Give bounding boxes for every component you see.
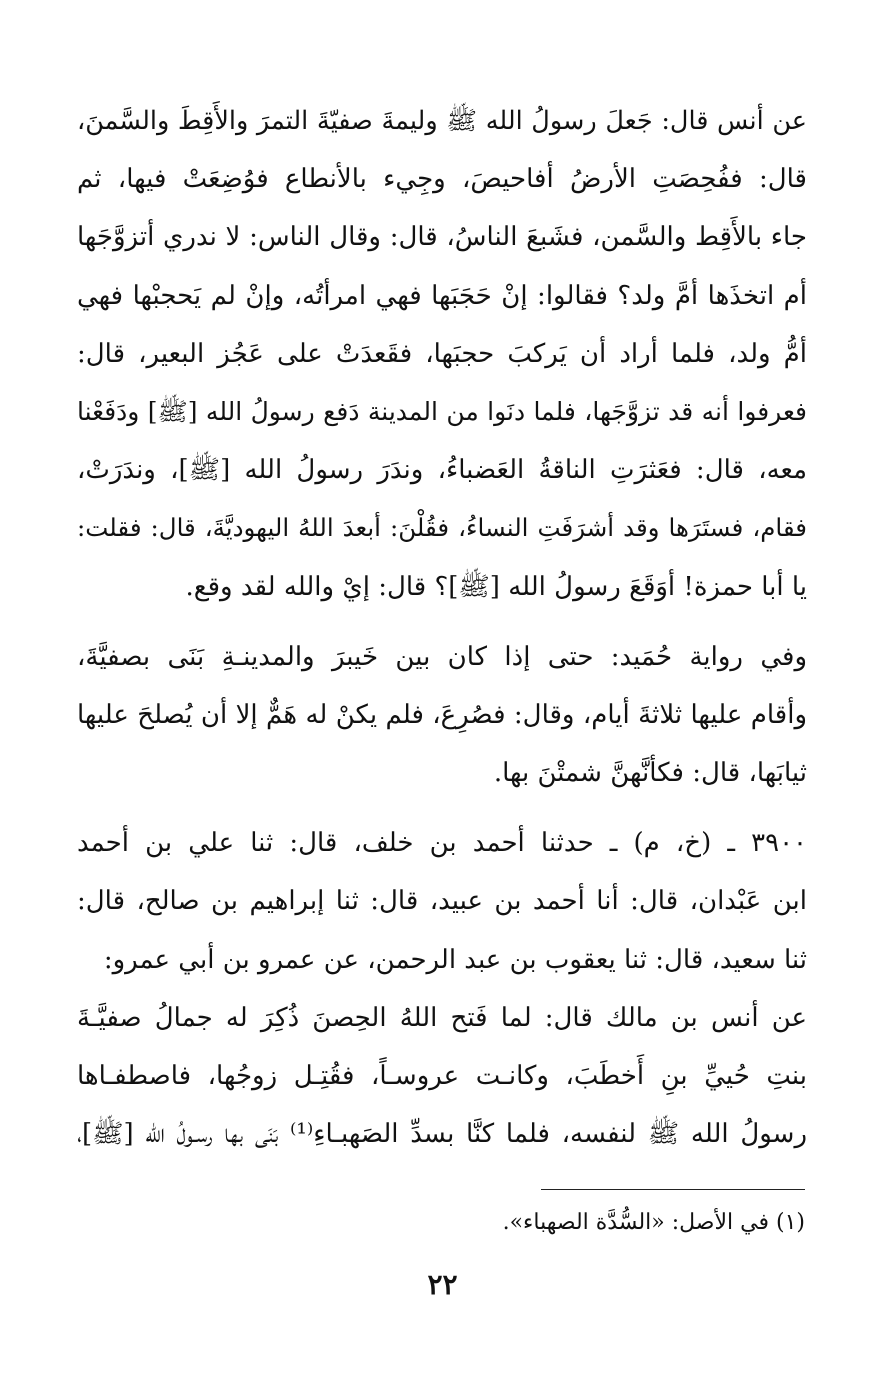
- text-line: ٣٩٠٠ ـ (خ، م) ـ حدثنا أحمد بن خلف، قال: ثنا علي بن أحمد: [77, 828, 807, 859]
- paragraph-gap: [77, 616, 807, 628]
- text-line: ثيابَها، قال: فكأنَّهنَّ شمتْنَ بها.: [493, 758, 807, 789]
- text-line: قال: ففُحِصَتِ الأرضُ أفاحيصَ، وجِيء بالأنطاع فوُضِعَتْ فيها، ثم: [77, 164, 807, 195]
- paragraph-hadith-3900-matn: [77, 989, 807, 1164]
- text-line: ثنا سعيد، قال: ثنا يعقوب بن عبد الرحمن، عن عمرو بن أبي عمرو:: [103, 944, 807, 975]
- text-line: أمُّ ولد، فلما أراد أن يَركبَ حجبَها، فقَعدَتْ على عَجُز البعير، قال:: [77, 338, 807, 369]
- paragraph-gap: [77, 802, 807, 814]
- text-line: فقام، فستَرَها وقد أشرَفَتِ النساءُ، فقُلْنَ: أبعدَ اللهُ اليهوديَّةَ، قال: فقلت:: [77, 513, 807, 543]
- text-line: وفي رواية حُمَيد: حتى إذا كان بين خَيبرَ والمدينـةِ بَنَى بصفيَّةَ،: [77, 641, 807, 672]
- text-line: عن أنس بن مالك قال: لما فَتح اللهُ الحِصنَ ذُكِرَ له جمالُ صفيَّـةَ: [77, 1002, 807, 1033]
- text-line: يا أبا حمزة! أوَقَعَ رسولُ الله [ﷺ]؟ قال: إيْ والله لقد وقع.: [185, 571, 807, 602]
- paragraph-anas-walima: [77, 92, 807, 616]
- text-line: أم اتخذَها أمَّ ولد؟ فقالوا: إنْ حَجَبَها فهي امرأتُه، وإنْ لم يَحجبْها فهي: [77, 280, 807, 311]
- footnote-separator: [541, 1189, 805, 1190]
- text-line: عن أنس قال: جَعلَ رسولُ الله ﷺ وليمةَ صفيّةَ التمرَ والأَقِطَ والسَّمنَ،: [77, 106, 807, 136]
- body-text: [77, 92, 807, 1163]
- text-line: رسولُ الله ﷺ لنفسه، فلما كنَّا بسدِّ الصَهبـاءِ⁽¹⁾ بَنَى بها رسـولُ الله [ﷺ]،: [77, 1119, 807, 1150]
- text-line: بنتِ حُييِّ بنِ أَخطَبَ، وكانـت عروسـاً، فقُتِـل زوجُها، فاصطفـاها: [77, 1061, 807, 1091]
- page-number: ٢٢: [427, 1268, 458, 1301]
- paragraph-humaid-narration: [77, 628, 807, 803]
- text-line: ابن عَبْدان، قال: أنا أحمد بن عبيد، قال: ثنا إبراهيم بن صالح، قال:: [77, 886, 807, 917]
- text-line: وأقام عليها ثلاثةَ أيام، وقال: فصُرِعَ، فلم يكنْ له هَمٌّ إلا أن يُصلحَ عليها: [77, 699, 807, 730]
- footnote: (١) في الأصل: «السُّدَّة الصهباء».: [502, 1210, 805, 1235]
- paragraph-hadith-3900-isnad: [77, 814, 807, 989]
- text-line: فعرفوا أنه قد تزوَّجَها، فلما دنَوا من المدينة دَفع رسولُ الله [ﷺ] ودَفَعْنا: [77, 396, 807, 426]
- text-line: جاء بالأَقِط والسَّمن، فشَبعَ الناسُ، قال: وقال الناس: لا ندري أتزوَّجَها: [77, 222, 807, 253]
- text-line: معه، قال: فعَثرَتِ الناقةُ العَضباءُ، وندَرَ رسولُ الله [ﷺ]، وندَرَتْ،: [77, 455, 807, 486]
